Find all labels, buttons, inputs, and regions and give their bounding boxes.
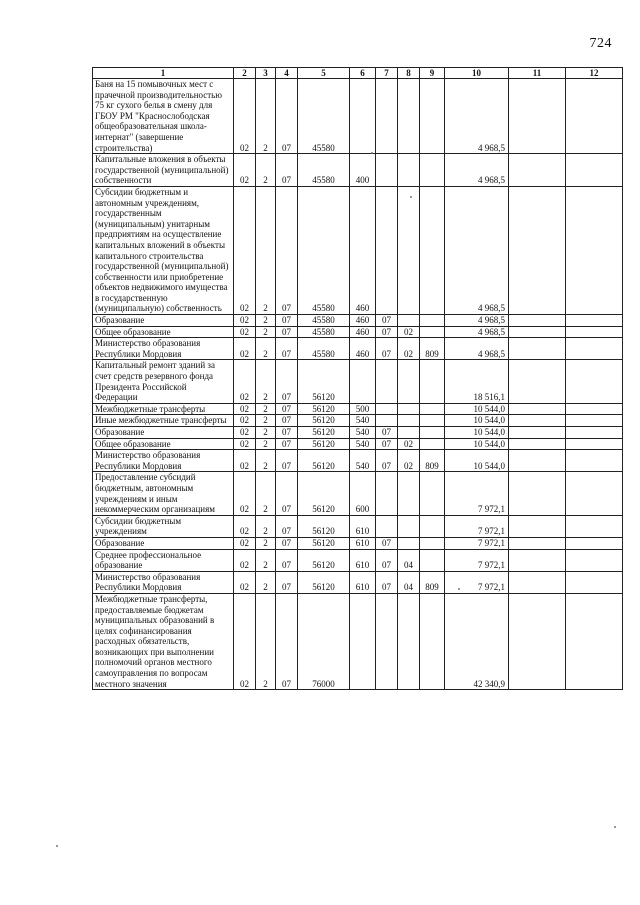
row-empty-cell bbox=[566, 186, 623, 314]
row-code-5: 56120 bbox=[298, 415, 350, 427]
row-empty-cell bbox=[566, 326, 623, 338]
row-code-3: 2 bbox=[256, 79, 276, 154]
row-empty-cell bbox=[566, 415, 623, 427]
column-header-4: 4 bbox=[276, 68, 298, 79]
column-header-11: 11 bbox=[509, 68, 566, 79]
row-code-8: 02 bbox=[398, 438, 420, 450]
row-code-3: 2 bbox=[256, 438, 276, 450]
row-code-4: 07 bbox=[276, 415, 298, 427]
row-description: Капитальный ремонт зданий за счет средств резервного фонда Президента Российской Федерации bbox=[93, 360, 234, 403]
row-amount: 4 968,5 bbox=[445, 154, 509, 187]
row-code-9 bbox=[420, 415, 445, 427]
row-code-3: 2 bbox=[256, 427, 276, 439]
row-description: Среднее профессиональное образование bbox=[93, 549, 234, 571]
row-code-6: 610 bbox=[350, 537, 376, 549]
row-code-5: 56120 bbox=[298, 427, 350, 439]
row-code-4: 07 bbox=[276, 450, 298, 472]
row-code-9 bbox=[420, 515, 445, 537]
row-code-6: 540 bbox=[350, 415, 376, 427]
row-empty-cell bbox=[509, 360, 566, 403]
row-code-8 bbox=[398, 360, 420, 403]
row-empty-cell bbox=[509, 79, 566, 154]
row-code-6: 460 bbox=[350, 338, 376, 360]
scan-speck bbox=[371, 152, 373, 154]
row-code-2: 02 bbox=[234, 403, 256, 415]
table-row bbox=[93, 403, 623, 415]
row-amount: 10 544,0 bbox=[445, 450, 509, 472]
table-body bbox=[93, 79, 623, 690]
column-header-6: 6 bbox=[350, 68, 376, 79]
row-description: Общее образование bbox=[93, 326, 234, 338]
row-code-8: 02 bbox=[398, 326, 420, 338]
row-code-5: 45580 bbox=[298, 338, 350, 360]
row-code-6: 400 bbox=[350, 154, 376, 187]
row-code-3: 2 bbox=[256, 186, 276, 314]
table-row bbox=[93, 154, 623, 187]
row-code-7: 07 bbox=[376, 549, 398, 571]
row-code-4: 07 bbox=[276, 154, 298, 187]
row-code-5: 56120 bbox=[298, 438, 350, 450]
row-empty-cell bbox=[509, 537, 566, 549]
row-empty-cell bbox=[509, 326, 566, 338]
row-code-6: 540 bbox=[350, 450, 376, 472]
table-row bbox=[93, 472, 623, 515]
row-code-9 bbox=[420, 549, 445, 571]
row-code-3: 2 bbox=[256, 403, 276, 415]
row-code-9 bbox=[420, 427, 445, 439]
row-code-7 bbox=[376, 403, 398, 415]
row-code-3: 2 bbox=[256, 515, 276, 537]
row-empty-cell bbox=[566, 472, 623, 515]
row-code-2: 02 bbox=[234, 472, 256, 515]
row-code-2: 02 bbox=[234, 515, 256, 537]
column-header-9: 9 bbox=[420, 68, 445, 79]
table-header-row bbox=[93, 68, 623, 79]
row-code-4: 07 bbox=[276, 186, 298, 314]
row-code-6: 460 bbox=[350, 315, 376, 327]
row-code-8: 04 bbox=[398, 571, 420, 593]
row-code-9 bbox=[420, 186, 445, 314]
row-code-8 bbox=[398, 315, 420, 327]
row-code-9 bbox=[420, 537, 445, 549]
row-code-2: 02 bbox=[234, 593, 256, 689]
row-code-9: 809 bbox=[420, 450, 445, 472]
row-code-8 bbox=[398, 593, 420, 689]
row-description: Иные межбюджетные трансферты bbox=[93, 415, 234, 427]
row-description: Баня на 15 помывочных мест с прачечной производительностью 75 кг сухого белья в смену для ГБОУ РМ "Краснослободская общеобразовательная школа-интернат" (завершение строительства) bbox=[93, 79, 234, 154]
row-code-8 bbox=[398, 186, 420, 314]
row-empty-cell bbox=[566, 438, 623, 450]
row-code-3: 2 bbox=[256, 537, 276, 549]
row-amount: 4 968,5 bbox=[445, 326, 509, 338]
row-code-9 bbox=[420, 403, 445, 415]
row-amount: 7 972,1 bbox=[445, 571, 509, 593]
table-row bbox=[93, 438, 623, 450]
row-code-5: 45580 bbox=[298, 154, 350, 187]
row-code-7 bbox=[376, 79, 398, 154]
table-row bbox=[93, 186, 623, 314]
row-code-4: 07 bbox=[276, 438, 298, 450]
row-empty-cell bbox=[509, 472, 566, 515]
row-empty-cell bbox=[566, 360, 623, 403]
row-code-8 bbox=[398, 515, 420, 537]
row-code-9 bbox=[420, 593, 445, 689]
row-description: Капитальные вложения в объекты государственной (муниципальной) собственности bbox=[93, 154, 234, 187]
row-code-5: 56120 bbox=[298, 571, 350, 593]
row-code-6: 460 bbox=[350, 186, 376, 314]
row-description: Субсидии бюджетным и автономным учреждениям, государственным (муниципальным) унитарным предприятиям на осуществление капитальных вложений в объекты капитального строительства государственной (муниципальной) собственности или приобретение объектов недвижимого имущества в государственную (муниципальную) собственность bbox=[93, 186, 234, 314]
row-code-2: 02 bbox=[234, 315, 256, 327]
row-amount: 18 516,1 bbox=[445, 360, 509, 403]
row-empty-cell bbox=[509, 549, 566, 571]
row-code-9 bbox=[420, 154, 445, 187]
page-number: 724 bbox=[589, 36, 612, 51]
row-code-7: 07 bbox=[376, 537, 398, 549]
row-code-3: 2 bbox=[256, 593, 276, 689]
scan-speck bbox=[56, 845, 58, 847]
row-code-2: 02 bbox=[234, 438, 256, 450]
row-code-8 bbox=[398, 427, 420, 439]
table-row bbox=[93, 515, 623, 537]
row-code-7 bbox=[376, 154, 398, 187]
row-description: Субсидии бюджетным учреждениям bbox=[93, 515, 234, 537]
row-code-4: 07 bbox=[276, 403, 298, 415]
table-row bbox=[93, 360, 623, 403]
row-code-4: 07 bbox=[276, 360, 298, 403]
row-code-4: 07 bbox=[276, 315, 298, 327]
row-empty-cell bbox=[566, 450, 623, 472]
budget-table bbox=[92, 67, 623, 690]
row-code-6: 610 bbox=[350, 515, 376, 537]
row-code-3: 2 bbox=[256, 326, 276, 338]
row-code-3: 2 bbox=[256, 154, 276, 187]
row-code-6: 610 bbox=[350, 571, 376, 593]
row-code-7 bbox=[376, 415, 398, 427]
column-header-3: 3 bbox=[256, 68, 276, 79]
column-header-8: 8 bbox=[398, 68, 420, 79]
row-code-2: 02 bbox=[234, 450, 256, 472]
column-header-7: 7 bbox=[376, 68, 398, 79]
row-code-2: 02 bbox=[234, 537, 256, 549]
row-empty-cell bbox=[566, 315, 623, 327]
row-code-2: 02 bbox=[234, 549, 256, 571]
row-code-7: 07 bbox=[376, 450, 398, 472]
row-code-3: 2 bbox=[256, 549, 276, 571]
column-header-1: 1 bbox=[93, 68, 234, 79]
row-code-5: 45580 bbox=[298, 79, 350, 154]
table-row bbox=[93, 427, 623, 439]
row-empty-cell bbox=[509, 427, 566, 439]
row-code-9: 809 bbox=[420, 338, 445, 360]
row-code-5: 56120 bbox=[298, 515, 350, 537]
row-code-7 bbox=[376, 360, 398, 403]
row-description: Образование bbox=[93, 427, 234, 439]
row-code-2: 02 bbox=[234, 326, 256, 338]
row-empty-cell bbox=[509, 571, 566, 593]
row-empty-cell bbox=[509, 186, 566, 314]
row-description: Образование bbox=[93, 537, 234, 549]
row-empty-cell bbox=[566, 403, 623, 415]
row-code-4: 07 bbox=[276, 593, 298, 689]
row-code-4: 07 bbox=[276, 326, 298, 338]
row-code-9 bbox=[420, 360, 445, 403]
row-empty-cell bbox=[566, 515, 623, 537]
row-code-8 bbox=[398, 154, 420, 187]
row-code-6: 540 bbox=[350, 438, 376, 450]
row-description: Министерство образования Республики Мордовия bbox=[93, 571, 234, 593]
row-code-6: 540 bbox=[350, 427, 376, 439]
row-code-5: 45580 bbox=[298, 186, 350, 314]
row-code-7: 07 bbox=[376, 315, 398, 327]
row-code-6: 610 bbox=[350, 549, 376, 571]
row-code-3: 2 bbox=[256, 360, 276, 403]
row-amount: 10 544,0 bbox=[445, 427, 509, 439]
row-code-3: 2 bbox=[256, 338, 276, 360]
row-code-7: 07 bbox=[376, 438, 398, 450]
table-row bbox=[93, 537, 623, 549]
row-code-8 bbox=[398, 79, 420, 154]
row-amount: 10 544,0 bbox=[445, 403, 509, 415]
row-empty-cell bbox=[509, 593, 566, 689]
row-code-7 bbox=[376, 472, 398, 515]
row-code-6 bbox=[350, 593, 376, 689]
row-description: Общее образование bbox=[93, 438, 234, 450]
row-empty-cell bbox=[509, 338, 566, 360]
row-code-2: 02 bbox=[234, 360, 256, 403]
row-code-2: 02 bbox=[234, 571, 256, 593]
column-header-12: 12 bbox=[566, 68, 623, 79]
row-code-4: 07 bbox=[276, 537, 298, 549]
row-code-8 bbox=[398, 403, 420, 415]
row-code-9: 809 bbox=[420, 571, 445, 593]
row-code-6 bbox=[350, 360, 376, 403]
row-empty-cell bbox=[509, 403, 566, 415]
row-empty-cell bbox=[566, 537, 623, 549]
row-amount: 7 972,1 bbox=[445, 515, 509, 537]
table-row bbox=[93, 549, 623, 571]
column-header-10: 10 bbox=[445, 68, 509, 79]
row-code-7: 07 bbox=[376, 338, 398, 360]
row-code-9 bbox=[420, 315, 445, 327]
table-row bbox=[93, 415, 623, 427]
row-code-8 bbox=[398, 537, 420, 549]
row-code-5: 76000 bbox=[298, 593, 350, 689]
row-empty-cell bbox=[509, 315, 566, 327]
row-code-5: 56120 bbox=[298, 472, 350, 515]
row-amount: 4 968,5 bbox=[445, 338, 509, 360]
row-code-5: 56120 bbox=[298, 549, 350, 571]
row-code-9 bbox=[420, 79, 445, 154]
column-header-5: 5 bbox=[298, 68, 350, 79]
row-code-7 bbox=[376, 515, 398, 537]
row-code-9 bbox=[420, 472, 445, 515]
row-empty-cell bbox=[509, 438, 566, 450]
row-code-4: 07 bbox=[276, 338, 298, 360]
row-code-2: 02 bbox=[234, 427, 256, 439]
row-code-4: 07 bbox=[276, 571, 298, 593]
row-description: Предоставление субсидий бюджетным, автономным учреждениям и иным некоммерческим организациям bbox=[93, 472, 234, 515]
row-code-8: 02 bbox=[398, 450, 420, 472]
row-amount: 10 544,0 bbox=[445, 415, 509, 427]
row-code-5: 56120 bbox=[298, 403, 350, 415]
row-code-8 bbox=[398, 415, 420, 427]
row-amount: 4 968,5 bbox=[445, 186, 509, 314]
table-row bbox=[93, 571, 623, 593]
row-description: Межбюджетные трансферты, предоставляемые бюджетам муниципальных образований в целях софинансирования расходных обязательств, возникающих при выполнении полномочий органов местного самоуправления по вопросам местного значения bbox=[93, 593, 234, 689]
table-row bbox=[93, 593, 623, 689]
row-code-4: 07 bbox=[276, 472, 298, 515]
row-amount: 7 972,1 bbox=[445, 549, 509, 571]
table-row bbox=[93, 450, 623, 472]
row-code-3: 2 bbox=[256, 571, 276, 593]
row-code-5: 45580 bbox=[298, 315, 350, 327]
row-empty-cell bbox=[509, 415, 566, 427]
row-code-4: 07 bbox=[276, 515, 298, 537]
row-empty-cell bbox=[509, 154, 566, 187]
row-amount: 7 972,1 bbox=[445, 472, 509, 515]
row-empty-cell bbox=[566, 154, 623, 187]
row-empty-cell bbox=[566, 593, 623, 689]
row-amount: 10 544,0 bbox=[445, 438, 509, 450]
row-empty-cell bbox=[566, 571, 623, 593]
row-code-7: 07 bbox=[376, 571, 398, 593]
row-code-2: 02 bbox=[234, 79, 256, 154]
row-empty-cell bbox=[566, 338, 623, 360]
row-description: Министерство образования Республики Мордовия bbox=[93, 338, 234, 360]
row-code-5: 56120 bbox=[298, 360, 350, 403]
column-header-2: 2 bbox=[234, 68, 256, 79]
row-code-6 bbox=[350, 79, 376, 154]
scan-speck bbox=[410, 196, 412, 198]
row-code-2: 02 bbox=[234, 186, 256, 314]
row-code-6: 600 bbox=[350, 472, 376, 515]
row-code-7 bbox=[376, 593, 398, 689]
row-code-9 bbox=[420, 438, 445, 450]
row-code-9 bbox=[420, 326, 445, 338]
row-code-4: 07 bbox=[276, 427, 298, 439]
table-row bbox=[93, 338, 623, 360]
row-code-7: 07 bbox=[376, 427, 398, 439]
row-amount: 42 340,9 bbox=[445, 593, 509, 689]
row-code-6: 500 bbox=[350, 403, 376, 415]
row-code-2: 02 bbox=[234, 154, 256, 187]
row-code-8 bbox=[398, 472, 420, 515]
row-empty-cell bbox=[566, 427, 623, 439]
row-code-8: 02 bbox=[398, 338, 420, 360]
row-code-3: 2 bbox=[256, 450, 276, 472]
row-code-4: 07 bbox=[276, 549, 298, 571]
row-empty-cell bbox=[566, 79, 623, 154]
row-code-7: 07 bbox=[376, 326, 398, 338]
row-amount: 7 972,1 bbox=[445, 537, 509, 549]
row-code-8: 04 bbox=[398, 549, 420, 571]
row-description: Межбюджетные трансферты bbox=[93, 403, 234, 415]
row-empty-cell bbox=[509, 515, 566, 537]
table-row bbox=[93, 326, 623, 338]
row-empty-cell bbox=[566, 549, 623, 571]
row-code-7 bbox=[376, 186, 398, 314]
row-code-5: 45580 bbox=[298, 326, 350, 338]
row-amount: 4 968,5 bbox=[445, 79, 509, 154]
row-amount: 4 968,5 bbox=[445, 315, 509, 327]
row-code-3: 2 bbox=[256, 315, 276, 327]
table-row bbox=[93, 79, 623, 154]
scan-speck bbox=[458, 588, 460, 590]
row-description: Образование bbox=[93, 315, 234, 327]
row-code-6: 460 bbox=[350, 326, 376, 338]
table-row bbox=[93, 315, 623, 327]
row-empty-cell bbox=[509, 450, 566, 472]
row-code-4: 07 bbox=[276, 79, 298, 154]
row-code-2: 02 bbox=[234, 415, 256, 427]
row-code-2: 02 bbox=[234, 338, 256, 360]
row-code-5: 56120 bbox=[298, 537, 350, 549]
row-description: Министерство образования Республики Мордовия bbox=[93, 450, 234, 472]
row-code-3: 2 bbox=[256, 415, 276, 427]
row-code-3: 2 bbox=[256, 472, 276, 515]
scan-speck bbox=[614, 826, 616, 828]
row-code-5: 56120 bbox=[298, 450, 350, 472]
